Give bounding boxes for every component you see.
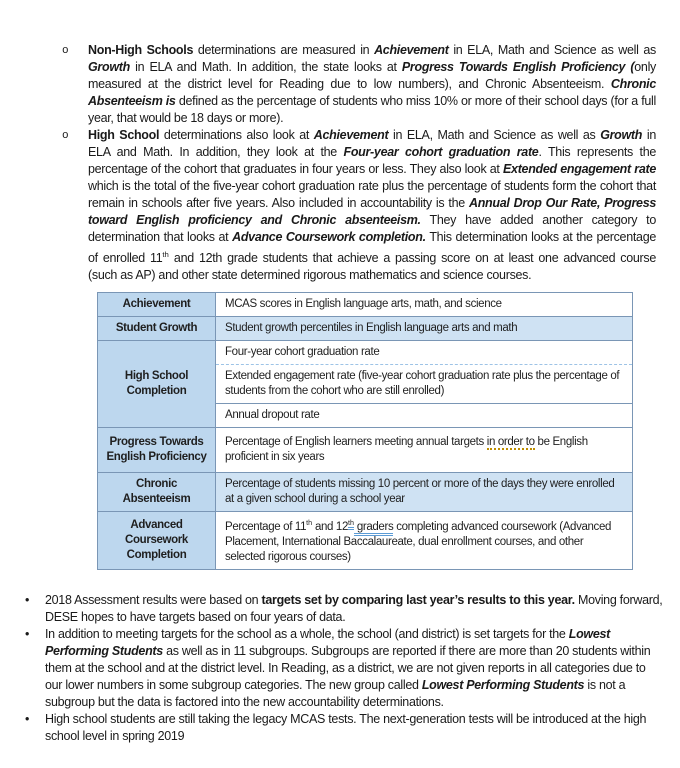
text-segment: in ELA and Math. In addition, the state looks at <box>129 60 402 74</box>
label-cell-progress-english: Progress Towards English Proficiency <box>98 428 216 473</box>
text-segment: Progress Towards English Proficiency ( <box>401 60 635 74</box>
text-segment: only measured at the district level for Reading due to low numbers), and Chronic Absenteeism. <box>88 60 656 91</box>
desc-cell-advanced-coursework <box>216 512 633 570</box>
text-segment: Percentage of students missing 10 percent or more of the days they were enrolled at a given school during a school year <box>225 478 615 506</box>
text-segment: th <box>162 250 169 259</box>
paragraph-2018-assessment <box>45 592 665 626</box>
label-cell-chronic-absenteeism: Chronic Absenteeism <box>98 473 216 512</box>
table-row-progress-english <box>98 428 633 473</box>
bullet-marker: • <box>25 592 30 607</box>
text-segment: Advance Coursework completion. <box>232 230 426 244</box>
text-segment: and 12th grade students that achieve a passing score on at least one advanced course (such as AP) and other state determined rigorous mathematics and science courses. <box>88 251 657 283</box>
text-segment: Percentage of English learners meeting annual targets <box>225 436 487 449</box>
text-segment: as well as in 11 subgroups. Subgroups are reported if there are more than 20 students within them at the school and at the district level. In Reading, as a district, we are not given reports in all categories due to our lower numbers in some subgroup categories. The new group called <box>45 643 651 692</box>
sub-bullet-item-high-school <box>62 127 656 284</box>
text-segment: Non-High Schools <box>88 43 194 57</box>
bullet-marker: • <box>25 711 30 726</box>
table-row-hs-completion-1 <box>98 341 633 365</box>
table-row-advanced-coursework <box>98 512 633 570</box>
paragraph-non-high-schools <box>88 42 656 127</box>
bullet-marker: • <box>25 626 30 641</box>
text-segment: and 12 <box>312 520 349 533</box>
text-segment: Growth <box>88 60 130 74</box>
text-segment: Achievement <box>313 128 389 142</box>
text-segment: Achievement <box>374 43 449 57</box>
text-segment: Chronic Absenteeism is <box>88 77 656 108</box>
paragraph-high-school <box>88 127 656 284</box>
text-segment: 2018 Assessment results were based on <box>45 592 262 607</box>
text-segment: determinations are measured in <box>193 43 375 57</box>
text-segment: determinations also look at <box>159 128 314 142</box>
paragraph-legacy-mcas <box>45 711 665 745</box>
text-segment: th <box>306 519 313 528</box>
text-segment: Moving forward, DESE hopes to have targets based on four years of data. <box>45 592 663 624</box>
bullet-item-legacy-mcas <box>25 711 665 745</box>
table-row-student-growth <box>98 317 633 341</box>
text-segment: be English proficient in six years <box>225 436 588 464</box>
label-cell-achievement: Achievement <box>98 293 216 317</box>
text-segment: Four-year cohort graduation rate <box>343 145 539 159</box>
text-segment: is not a subgroup but the data is factored into the new accountability determinations. <box>45 677 626 709</box>
text-segment: in ELA and Math. In addition, they look at the <box>88 128 656 159</box>
accountability-categories-table <box>97 292 633 570</box>
desc-cell-extended-engagement <box>216 365 633 404</box>
text-segment: Percentage of 11 <box>225 520 307 533</box>
text-segment: Annual Drop Our Rate, Progress toward English proficiency and Chronic absenteeism. <box>88 196 656 227</box>
desc-cell-achievement <box>216 293 633 317</box>
label-cell-advanced-coursework: Advanced Coursework Completion <box>98 512 216 570</box>
text-segment: targets set by comparing last year’s results to this year. <box>261 592 575 607</box>
text-segment: In addition to meeting targets for the school as a whole, the school (and district) is set targets for the <box>45 626 569 641</box>
text-segment: Annual dropout rate <box>225 409 320 422</box>
text-segment: Lowest Performing Students <box>45 626 611 658</box>
label-cell-student-growth: Student Growth <box>98 317 216 341</box>
desc-cell-progress-english <box>216 428 633 473</box>
text-segment: in order to <box>486 436 535 449</box>
sub-bullet-item-non-high-schools <box>62 42 656 127</box>
text-segment: This determination looks at the percentage of enrolled 11 <box>88 230 656 266</box>
sub-bullet-list <box>0 0 680 284</box>
desc-cell-four-year-rate <box>216 341 633 365</box>
bullet-item-2018-assessment <box>25 592 665 626</box>
text-segment: completing advanced coursework (Advanced Placement, International Baccalaureate, dual enrollment courses, and other selected rigorous courses) <box>225 520 612 563</box>
text-segment: in ELA, Math and Science as well as <box>448 43 656 57</box>
label-cell-hs-completion: High School Completion <box>98 341 216 428</box>
text-segment: Extended engagement rate <box>503 162 656 176</box>
text-segment: . This represents the percentage of the cohort that graduates in four years or less. They also look at <box>88 145 656 176</box>
paragraph-subgroup-targets <box>45 626 665 711</box>
text-segment: in ELA, Math and Science as well as <box>388 128 601 142</box>
text-segment: High school students are still taking the legacy MCAS tests. The next-generation tests will be introduced at the high school level in spring 2019 <box>45 711 647 743</box>
text-segment: Four-year cohort graduation rate <box>225 346 380 359</box>
bullet-marker: o <box>62 45 69 57</box>
table-row-achievement <box>98 293 633 317</box>
text-segment: graders <box>354 521 393 536</box>
text-segment: Lowest Performing Students <box>421 677 585 692</box>
text-segment: which is the total of the five-year cohort graduation rate plus the percentage of students form the cohort that remain in schools after five years. Also included in accountability is the <box>88 179 656 210</box>
text-segment: Student growth percentiles in English language arts and math <box>225 322 518 335</box>
text-segment: Growth <box>600 128 643 142</box>
text-segment: MCAS scores in English language arts, math, and science <box>225 298 502 311</box>
desc-cell-student-growth <box>216 317 633 341</box>
text-segment: defined as the percentage of students who miss 10% or more of their school days (for a full year, that would be 18 days or more). <box>88 94 656 125</box>
bullet-marker: o <box>62 130 69 142</box>
main-bullet-list <box>0 592 680 745</box>
bullet-item-subgroup-targets <box>25 626 665 711</box>
text-segment: High School <box>88 128 160 142</box>
text-segment: Extended engagement rate (five-year cohort graduation rate plus the percentage of students from the cohort who are still enrolled) <box>225 370 620 398</box>
desc-cell-chronic-absenteeism <box>216 473 633 512</box>
table-row-chronic-absenteeism <box>98 473 633 512</box>
text-segment: th <box>348 519 354 530</box>
text-segment: They have added another category to determination that looks at <box>88 213 656 244</box>
desc-cell-annual-dropout <box>216 404 633 428</box>
